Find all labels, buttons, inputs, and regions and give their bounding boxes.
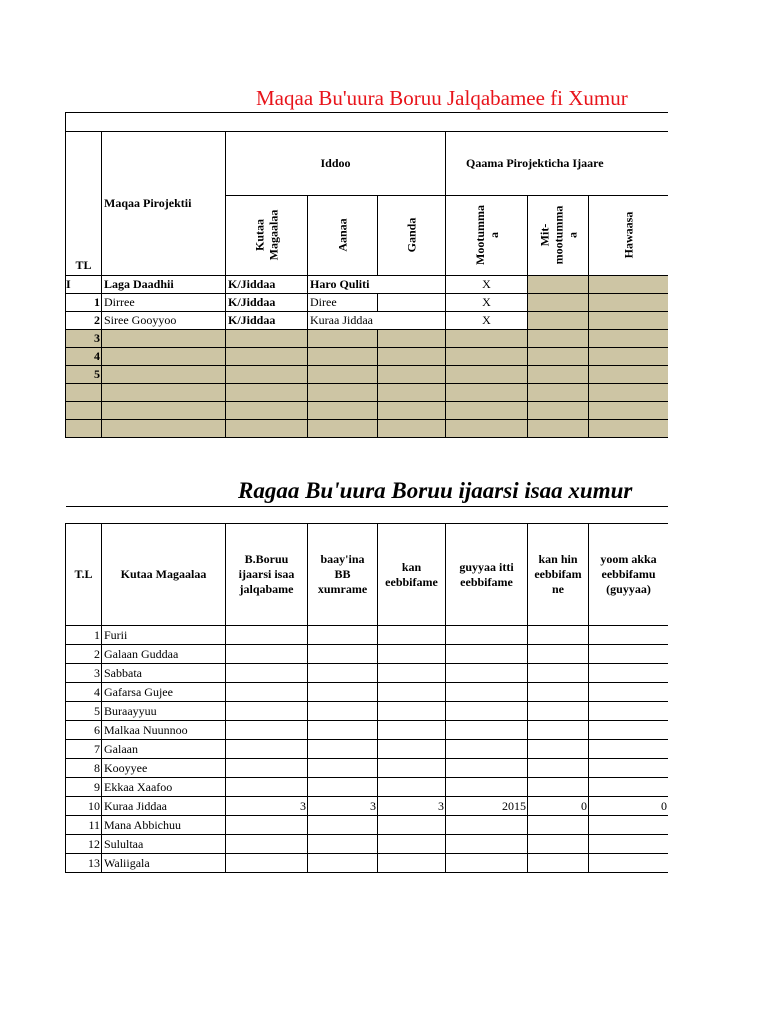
header-iddoo: Iddoo: [226, 132, 446, 196]
header-qaama: Qaama Pirojekticha Ijaare: [446, 132, 669, 196]
header-tl: TL: [66, 132, 102, 276]
status-table: [65, 523, 668, 873]
project-table: [65, 112, 668, 438]
table-row: 5: [66, 366, 669, 384]
table-row: 11 Mana Abbichuu: [66, 816, 669, 835]
title2-underline: [66, 506, 668, 507]
header-kutaa: Kutaa Magaalaa: [226, 196, 308, 276]
table-row: 6 Malkaa Nuunnoo: [66, 721, 669, 740]
table-row: 7 Galaan: [66, 740, 669, 759]
header-ganda: Ganda: [378, 196, 446, 276]
table-row: 5 Buraayyuu: [66, 702, 669, 721]
status-table-viewport: [65, 523, 668, 878]
table-row: 12 Sulultaa: [66, 835, 669, 854]
table-row: 8 Kooyyee: [66, 759, 669, 778]
table-row: 13 Waliigala: [66, 854, 669, 873]
project-table-viewport: [65, 112, 668, 462]
header-mootummaa: Mootumma a: [446, 196, 528, 276]
header-yoom: yoom akka eebbifamu (guyyaa): [589, 524, 669, 626]
header-tl: T.L: [66, 524, 102, 626]
table-row: [66, 402, 669, 420]
table-row: [66, 420, 669, 438]
header-kutaa-magaalaa: Kutaa Magaalaa: [102, 524, 226, 626]
header-guyyaa: guyyaa itti eebbifame: [446, 524, 528, 626]
header-aanaa: Aanaa: [308, 196, 378, 276]
table-row: 4 Gafarsa Gujee: [66, 683, 669, 702]
header-baayina: baay'ina BB xumrame: [308, 524, 378, 626]
header-bb-jalqabame: B.Boruu ijaarsi isaa jalqabame: [226, 524, 308, 626]
table-row: 2 Siree Gooyyoo K/Jiddaa Kuraa Jiddaa X: [66, 312, 669, 330]
header-kan-eebbifame: kan eebbifame: [378, 524, 446, 626]
table-row: 4: [66, 348, 669, 366]
section2-title: Ragaa Bu'uura Boruu ijaarsi isaa xumur: [238, 478, 633, 503]
table-row: 9 Ekkaa Xaafoo: [66, 778, 669, 797]
section1-title: Maqaa Bu'uura Boruu Jalqabamee fi Xumur: [256, 86, 628, 110]
table-row: 1 Furii: [66, 626, 669, 645]
table-row: I Laga Daadhii K/Jiddaa Haro Quliti X: [66, 276, 669, 294]
header-mit-mootummaa: Mit- mootumma a: [528, 196, 589, 276]
table-row: 3: [66, 330, 669, 348]
table-row: 1 Dirree K/Jiddaa Diree X: [66, 294, 669, 312]
table-row: [66, 384, 669, 402]
blank-header-row: [66, 113, 669, 132]
header-maqaa: Maqaa Pirojektii: [102, 132, 226, 276]
table-row: 10 Kuraa Jiddaa 3 3 3 2015 0 0: [66, 797, 669, 816]
header-kan-hin-eebbifamne: kan hin eebbifam ne: [528, 524, 589, 626]
header-hawaasa: Hawaasa: [589, 196, 669, 276]
table-row: 2 Galaan Guddaa: [66, 645, 669, 664]
table-row: 3 Sabbata: [66, 664, 669, 683]
